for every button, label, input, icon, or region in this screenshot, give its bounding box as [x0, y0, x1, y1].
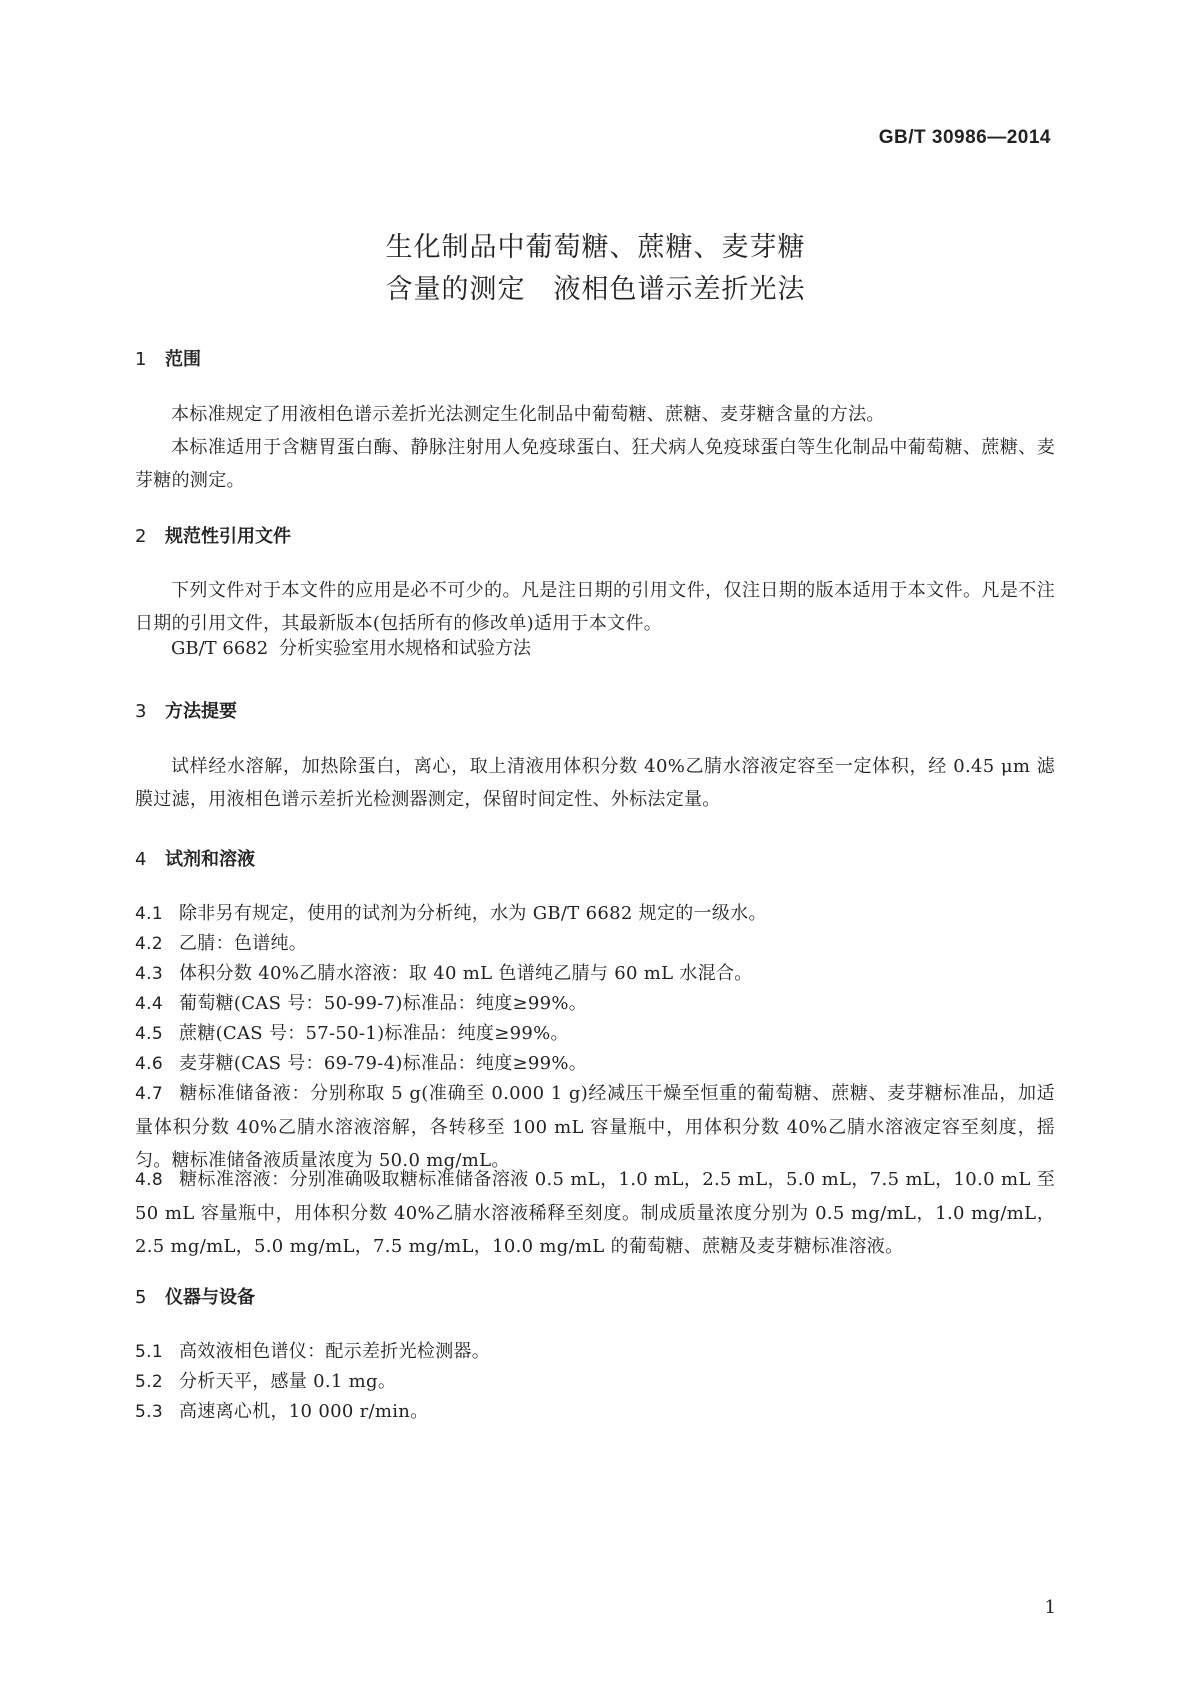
clause-4-3 [135, 957, 1055, 991]
clause-4-4 [135, 987, 1055, 1021]
page-number: 1 [1044, 1597, 1056, 1618]
clause-text: 糖标准储备液：分别称取 5 g(准确至 0.000 1 g)经减压干燥至恒重的葡萄糖、蔗糖、麦芽糖标准品，加适量体积分数 40%乙腈水溶液溶解，各转移至 100 mL 容量瓶中，用体积分数 40%乙腈水溶液定容至刻度，摇匀。糖标准储备液质量浓度为 50.0 mg/mL。 [135, 1083, 1055, 1171]
section-3-heading [135, 697, 237, 723]
clause-number: 5.1 [135, 1342, 163, 1362]
section-title: 范围 [165, 349, 201, 370]
reference-code: GB/T 6682 [171, 638, 269, 659]
clause-number: 4.5 [135, 1024, 163, 1044]
section-1-heading [135, 345, 201, 371]
clause-text: 蔗糖(CAS 号：57-50-1)标准品：纯度≥99%。 [179, 1023, 569, 1044]
section-number: 3 [135, 701, 147, 722]
clause-5-2 [135, 1365, 1055, 1399]
clause-4-1 [135, 897, 1055, 931]
clause-number: 4.4 [135, 994, 163, 1014]
section-number: 1 [135, 349, 147, 370]
section-2-paragraph-1: 下列文件对于本文件的应用是必不可少的。凡是注日期的引用文件，仅注日期的版本适用于本文件。凡是不注日期的引用文件，其最新版本(包括所有的修改单)适用于本文件。 [135, 580, 1055, 634]
clause-4-2 [135, 927, 1055, 961]
section-2-heading [135, 522, 291, 548]
reference-title: 分析实验室用水规格和试验方法 [279, 638, 531, 659]
clause-text: 体积分数 40%乙腈水溶液：取 40 mL 色谱纯乙腈与 60 mL 水混合。 [179, 963, 753, 984]
section-title: 规范性引用文件 [165, 526, 291, 547]
section-title: 方法提要 [165, 701, 237, 722]
section-3-paragraph-1: 试样经水溶解，加热除蛋白，离心，取上清液用体积分数 40%乙腈水溶液定容至一定体积，经 0.45 μm 滤膜过滤，用液相色谱示差折光检测器测定，保留时间定性、外标法定量。 [135, 756, 1055, 810]
clause-number: 4.1 [135, 904, 163, 924]
document-title-line-2: 含量的测定 液相色谱示差折光法 [385, 274, 806, 305]
clause-text: 麦芽糖(CAS 号：69-79-4)标准品：纯度≥99%。 [179, 1053, 588, 1074]
clause-text: 糖标准溶液：分别准确吸取糖标准储备溶液 0.5 mL，1.0 mL，2.5 mL，5.0 mL，7.5 mL，10.0 mL 至 50 mL 容量瓶中，用体积分数 40%乙腈水溶液稀释至刻度。制成质量浓度分别为 0.5 mg/mL，1.0 mg/mL，2.5 mg/mL，5.0 mg/mL，7.5 mg/mL，10.0 mg/mL 的葡萄糖、蔗糖及麦芽糖标准溶液。 [135, 1169, 1055, 1257]
clause-4-7 [135, 1077, 1055, 1177]
clause-number: 4.7 [135, 1084, 163, 1104]
section-number: 2 [135, 526, 147, 547]
clause-4-8 [135, 1163, 1055, 1263]
clause-number: 4.6 [135, 1054, 163, 1074]
clause-number: 4.8 [135, 1170, 163, 1190]
section-1-paragraph-1: 本标准规定了用液相色谱示差折光法测定生化制品中葡萄糖、蔗糖、麦芽糖含量的方法。 [171, 404, 885, 425]
section-number: 5 [135, 1287, 147, 1308]
clause-number: 4.2 [135, 934, 163, 954]
clause-text: 分析天平，感量 0.1 mg。 [179, 1371, 397, 1392]
clause-number: 5.2 [135, 1372, 163, 1392]
clause-number: 4.3 [135, 964, 163, 984]
clause-text: 高速离心机，10 000 r/min。 [179, 1401, 429, 1422]
document-title-line-1: 生化制品中葡萄糖、蔗糖、麦芽糖 [385, 232, 806, 263]
section-5-heading [135, 1283, 255, 1309]
clause-text: 葡萄糖(CAS 号：50-99-7)标准品：纯度≥99%。 [179, 993, 588, 1014]
clause-number: 5.3 [135, 1402, 163, 1422]
section-4-heading [135, 845, 255, 871]
clause-5-3 [135, 1395, 1055, 1429]
clause-4-6 [135, 1047, 1055, 1081]
clause-text: 高效液相色谱仪：配示差折光检测器。 [179, 1341, 491, 1362]
clause-text: 乙腈：色谱纯。 [179, 933, 308, 954]
section-number: 4 [135, 849, 147, 870]
standard-code: GB/T 30986—2014 [878, 127, 1051, 148]
section-title: 仪器与设备 [165, 1287, 255, 1308]
section-title: 试剂和溶液 [165, 849, 255, 870]
normative-reference [171, 632, 531, 665]
clause-text: 除非另有规定，使用的试剂为分析纯，水为 GB/T 6682 规定的一级水。 [179, 903, 767, 924]
section-1-paragraph-2: 本标准适用于含糖胃蛋白酶、静脉注射用人免疫球蛋白、狂犬病人免疫球蛋白等生化制品中葡萄糖、蔗糖、麦芽糖的测定。 [135, 437, 1055, 491]
clause-4-5 [135, 1017, 1055, 1051]
clause-5-1 [135, 1335, 1055, 1369]
